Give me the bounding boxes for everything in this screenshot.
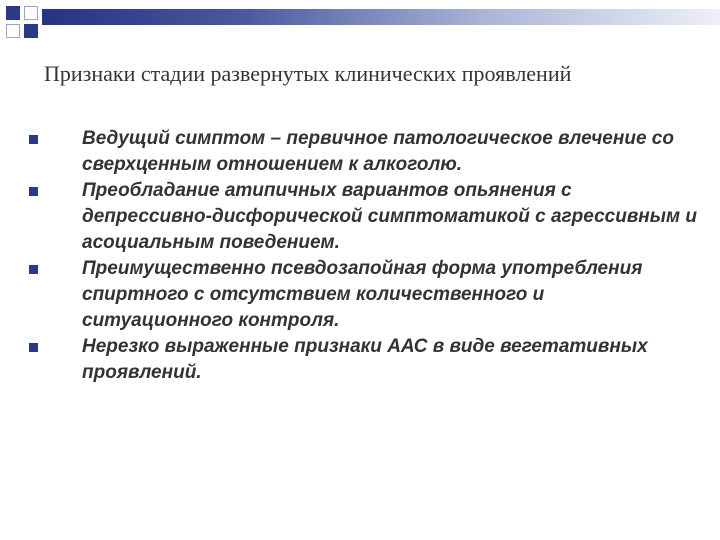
bullet-text: Преимущественно псевдозапойная форма употребления спиртного с отсутствием количественного и ситуационного контроля. <box>82 258 643 331</box>
bullet-text: Ведущий симптом – первичное патологическое влечение со сверхценным отношением к алкоголю. <box>82 128 674 175</box>
slide-title: Признаки стадии развернутых клинических проявлений <box>44 61 572 86</box>
bullet-item <box>0 256 720 334</box>
square-bullet-icon <box>29 265 38 274</box>
corner-square-icon <box>24 24 38 38</box>
title-decoration-bar <box>42 9 720 25</box>
corner-square-icon <box>6 6 20 20</box>
bullet-item <box>0 334 720 386</box>
bullet-text: Нерезко выраженные признаки ААС в виде вегетативных проявлений. <box>82 336 648 383</box>
square-bullet-icon <box>29 135 38 144</box>
corner-square-icon <box>6 24 20 38</box>
corner-square-icon <box>24 6 38 20</box>
bullet-text: Преобладание атипичных вариантов опьянения с депрессивно-дисфорической симптоматикой с агрессивным и асоциальным поведением. <box>82 180 697 253</box>
bullet-item <box>0 126 720 178</box>
bullet-item <box>0 178 720 256</box>
bullet-list <box>0 126 720 386</box>
square-bullet-icon <box>29 187 38 196</box>
square-bullet-icon <box>29 343 38 352</box>
